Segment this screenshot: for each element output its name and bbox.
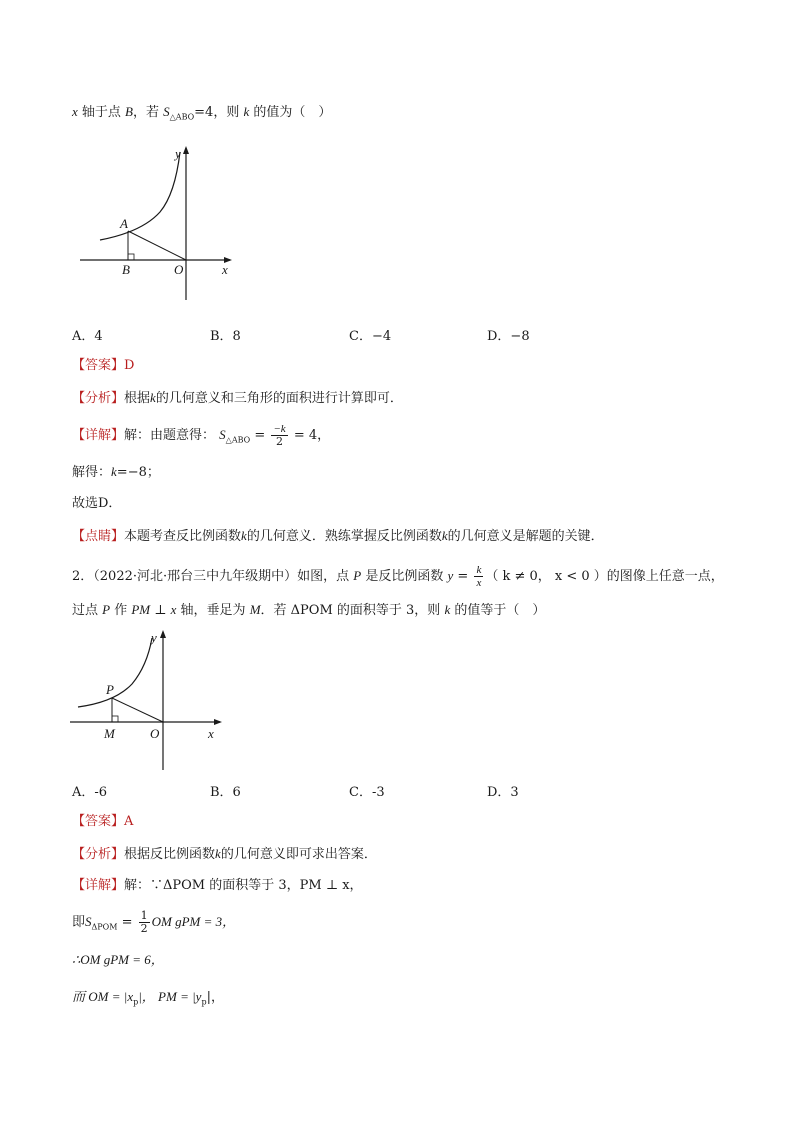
q1-detail: 【详解】解：由题意得： $S_{\triangle ABO}$ = $\frac{-k}{2}$ = 4， <box>72 423 331 448</box>
label-x: x <box>222 262 228 277</box>
q2-line1: 即$S_{\Delta POM}$ = $\frac{1}{2}$ OM gPM = 3， <box>72 909 236 935</box>
label-B: B <box>122 262 130 277</box>
choice-a: A．4 <box>72 329 103 344</box>
fraction: $\frac{-k}{2}$ <box>273 423 286 448</box>
q2-stem-2: 过点 P 作 PM ⊥ x 轴，垂足为 M．若 ΔPOM 的面积等于 3，则 k 的值等于（ ） <box>72 602 546 618</box>
q1-stem: x 轴于点 B，若 $S_{\triangle ABO}=4$，则 k 的值为（ ） <box>72 104 332 122</box>
segment-PO <box>112 698 163 722</box>
q1-solve: 解得：k=−8； <box>72 464 160 480</box>
q1-answer: 【答案】D <box>72 358 135 373</box>
choice-c: C．-3 <box>349 785 385 800</box>
label-y: y <box>151 630 157 645</box>
right-angle-mark <box>128 254 134 260</box>
label-A: A <box>120 216 128 231</box>
label-y: y <box>175 146 181 161</box>
label-O: O <box>174 262 184 277</box>
q2-figure <box>70 628 230 773</box>
q1-figure <box>80 142 240 302</box>
label-P: P <box>106 682 114 697</box>
q2-line2: ∴OM gPM = 6， <box>72 952 164 967</box>
fraction: $\frac{1}{2}$ <box>140 909 148 935</box>
choice-b: B．6 <box>210 785 241 800</box>
q2-stem-1: 2．（2022·河北·邢台三中九年级期中）如图，点 P 是反比例函数 y = $\frac{k}{x}$ （ k ≠ 0， x < 0 ）的图像上任意一点， <box>72 564 724 589</box>
choice-d: D．3 <box>487 785 519 800</box>
label-O: O <box>150 726 160 741</box>
q2-line3: 而 OM = $|x_p|$， PM = $|y_p|$， <box>72 989 224 1007</box>
right-angle-mark <box>112 716 118 722</box>
label-M: M <box>104 726 115 741</box>
q2-detail: 【详解】解：∵ΔPOM 的面积等于 3，PM ⊥ x， <box>72 878 363 893</box>
q2-answer: 【答案】A <box>72 814 134 829</box>
q1-comment: 【点睛】本题考查反比例函数k的几何意义．熟练掌握反比例函数k的几何意义是解题的关键． <box>72 528 604 544</box>
q1-analysis: 【分析】根据k的几何意义和三角形的面积进行计算即可． <box>72 390 403 406</box>
choice-c: C．−4 <box>349 329 392 344</box>
choice-d: D．−8 <box>487 329 530 344</box>
q1-pick: 故选D． <box>72 496 122 511</box>
choice-a: A．-6 <box>72 785 108 800</box>
q2-analysis: 【分析】根据反比例函数k的几何意义即可求出答案． <box>72 846 377 862</box>
fraction: $\frac{k}{x}$ <box>476 564 482 589</box>
hyperbola-curve <box>78 638 152 707</box>
x-axis-arrow <box>214 719 222 725</box>
hyperbola-curve <box>100 152 180 240</box>
y-axis-arrow <box>160 630 166 638</box>
segment-AO <box>128 231 186 260</box>
choice-b: B．8 <box>210 329 241 344</box>
label-x: x <box>208 726 214 741</box>
y-axis-arrow <box>183 146 189 154</box>
